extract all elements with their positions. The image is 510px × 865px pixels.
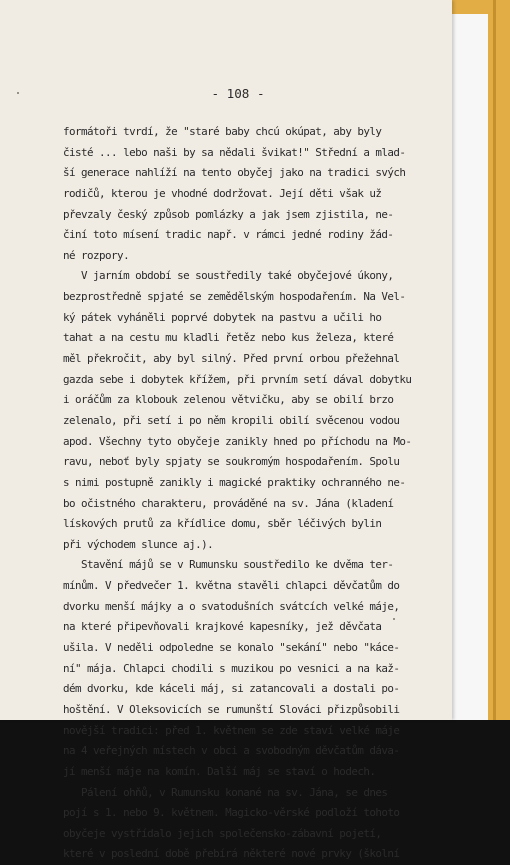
text-line: mínům. V předvečer 1. května stavěli chlapci děvčatům do <box>63 579 400 593</box>
text-line: dém dvorku, kde káceli máj, si zatancovali a dostali po- <box>63 682 400 696</box>
text-line: hoštění. V Oleksovicích se rumunští Slováci přizpůsobili <box>63 702 400 716</box>
text-line: formátoři tvrdí, že "staré baby chcú okúpat, aby byly <box>63 125 382 138</box>
text-line: při východem slunce aj.). <box>63 537 214 551</box>
text-line: ravu, neboť byly spjaty se soukromým hospodařením. Spolu <box>63 455 400 469</box>
text-line: bezprostředně spjaté se zemědělským hospodařením. Na Vel- <box>63 290 406 304</box>
binder-edge <box>493 0 496 720</box>
text-line: bo očistného charakteru, prováděné na sv. Jána (kladení <box>63 496 394 510</box>
text-line: na které připevňovali krajkové kapesníky, jež děvčata <box>63 620 382 634</box>
text-line: tahat a na cestu mu kladli řetěz nebo kus železa, které <box>63 331 394 345</box>
text-line: které v poslední době přebírá některé nové prvky (školní <box>63 847 400 861</box>
text-line: gazda sebe i dobytek křížem, při prvním setí dával dobytku <box>63 372 412 386</box>
text-line: i oráčům za klobouk zelenou větvičku, aby se obilí brzo <box>63 393 394 407</box>
text-line: obyčeje vystřídalo jejich společensko-zábavní pojetí, <box>63 826 382 840</box>
text-line: Pálení ohňů, v Rumunsku konané na sv. Jána, se dnes <box>63 785 388 799</box>
text-line: ušila. V neděli odpoledne se konalo "sekání" nebo "káce- <box>63 641 400 655</box>
text-line: ní" mája. Chlapci chodili s muzikou po vesnici a na kaž- <box>63 661 400 675</box>
text-line: novější tradici: před 1. květnem se zde staví velké máje <box>63 723 400 737</box>
text-line: ší generace nahlíží na tento obyčej jako na tradici svých <box>63 166 406 180</box>
text-line: činí toto mísení tradic např. v rámci jedné rodiny žád- <box>63 228 394 242</box>
text-line: ký pátek vyháněli poprvé dobytek na pastvu a učili ho <box>63 310 382 324</box>
text-line: s nimi postupně zanikly i magické praktiky ochranného ne- <box>63 475 406 489</box>
text-line: lískových prutů za křídlice domu, sběr léčivých bylin <box>63 517 382 531</box>
page-number: - 108 - <box>211 86 265 101</box>
text-line: převzaly český způsob pomlázky a jak jsem zjistila, ne- <box>63 207 394 221</box>
text-line: čisté ... lebo naši by sa nědali švikat!" Střední a mlad- <box>63 145 406 159</box>
text-line: jí menší máje na komín. Další máj se staví o hodech. <box>63 764 376 778</box>
text-line: V jarním období se soustředily také obyčejové úkony, <box>63 269 394 283</box>
text-line: zelenalo, při setí i po něm kropili obilí svěcenou vodou <box>63 413 400 427</box>
text-line: rodičů, kterou je vhodné dodržovat. Její děti však už <box>63 186 382 200</box>
text-line: dvorku menší májky a o svatodušních svátcích velké máje, <box>63 599 400 613</box>
text-line: na 4 veřejných místech v obci a svobodným děvčatům dáva- <box>63 744 400 758</box>
text-line: Stavění májů se v Rumunsku soustředilo ke dvěma ter- <box>63 558 394 572</box>
body-text <box>63 122 463 865</box>
text-line: měl překročit, aby byl silný. Před první orbou přežehnal <box>63 352 400 366</box>
text-line: pojí s 1. nebo 9. květnem. Magicko-věrské podloží tohoto <box>63 806 400 820</box>
paper-speck <box>17 92 19 94</box>
text-line: né rozpory. <box>63 248 130 262</box>
text-line: apod. Všechny tyto obyčeje zanikly hned po příchodu na Mo- <box>63 434 412 448</box>
